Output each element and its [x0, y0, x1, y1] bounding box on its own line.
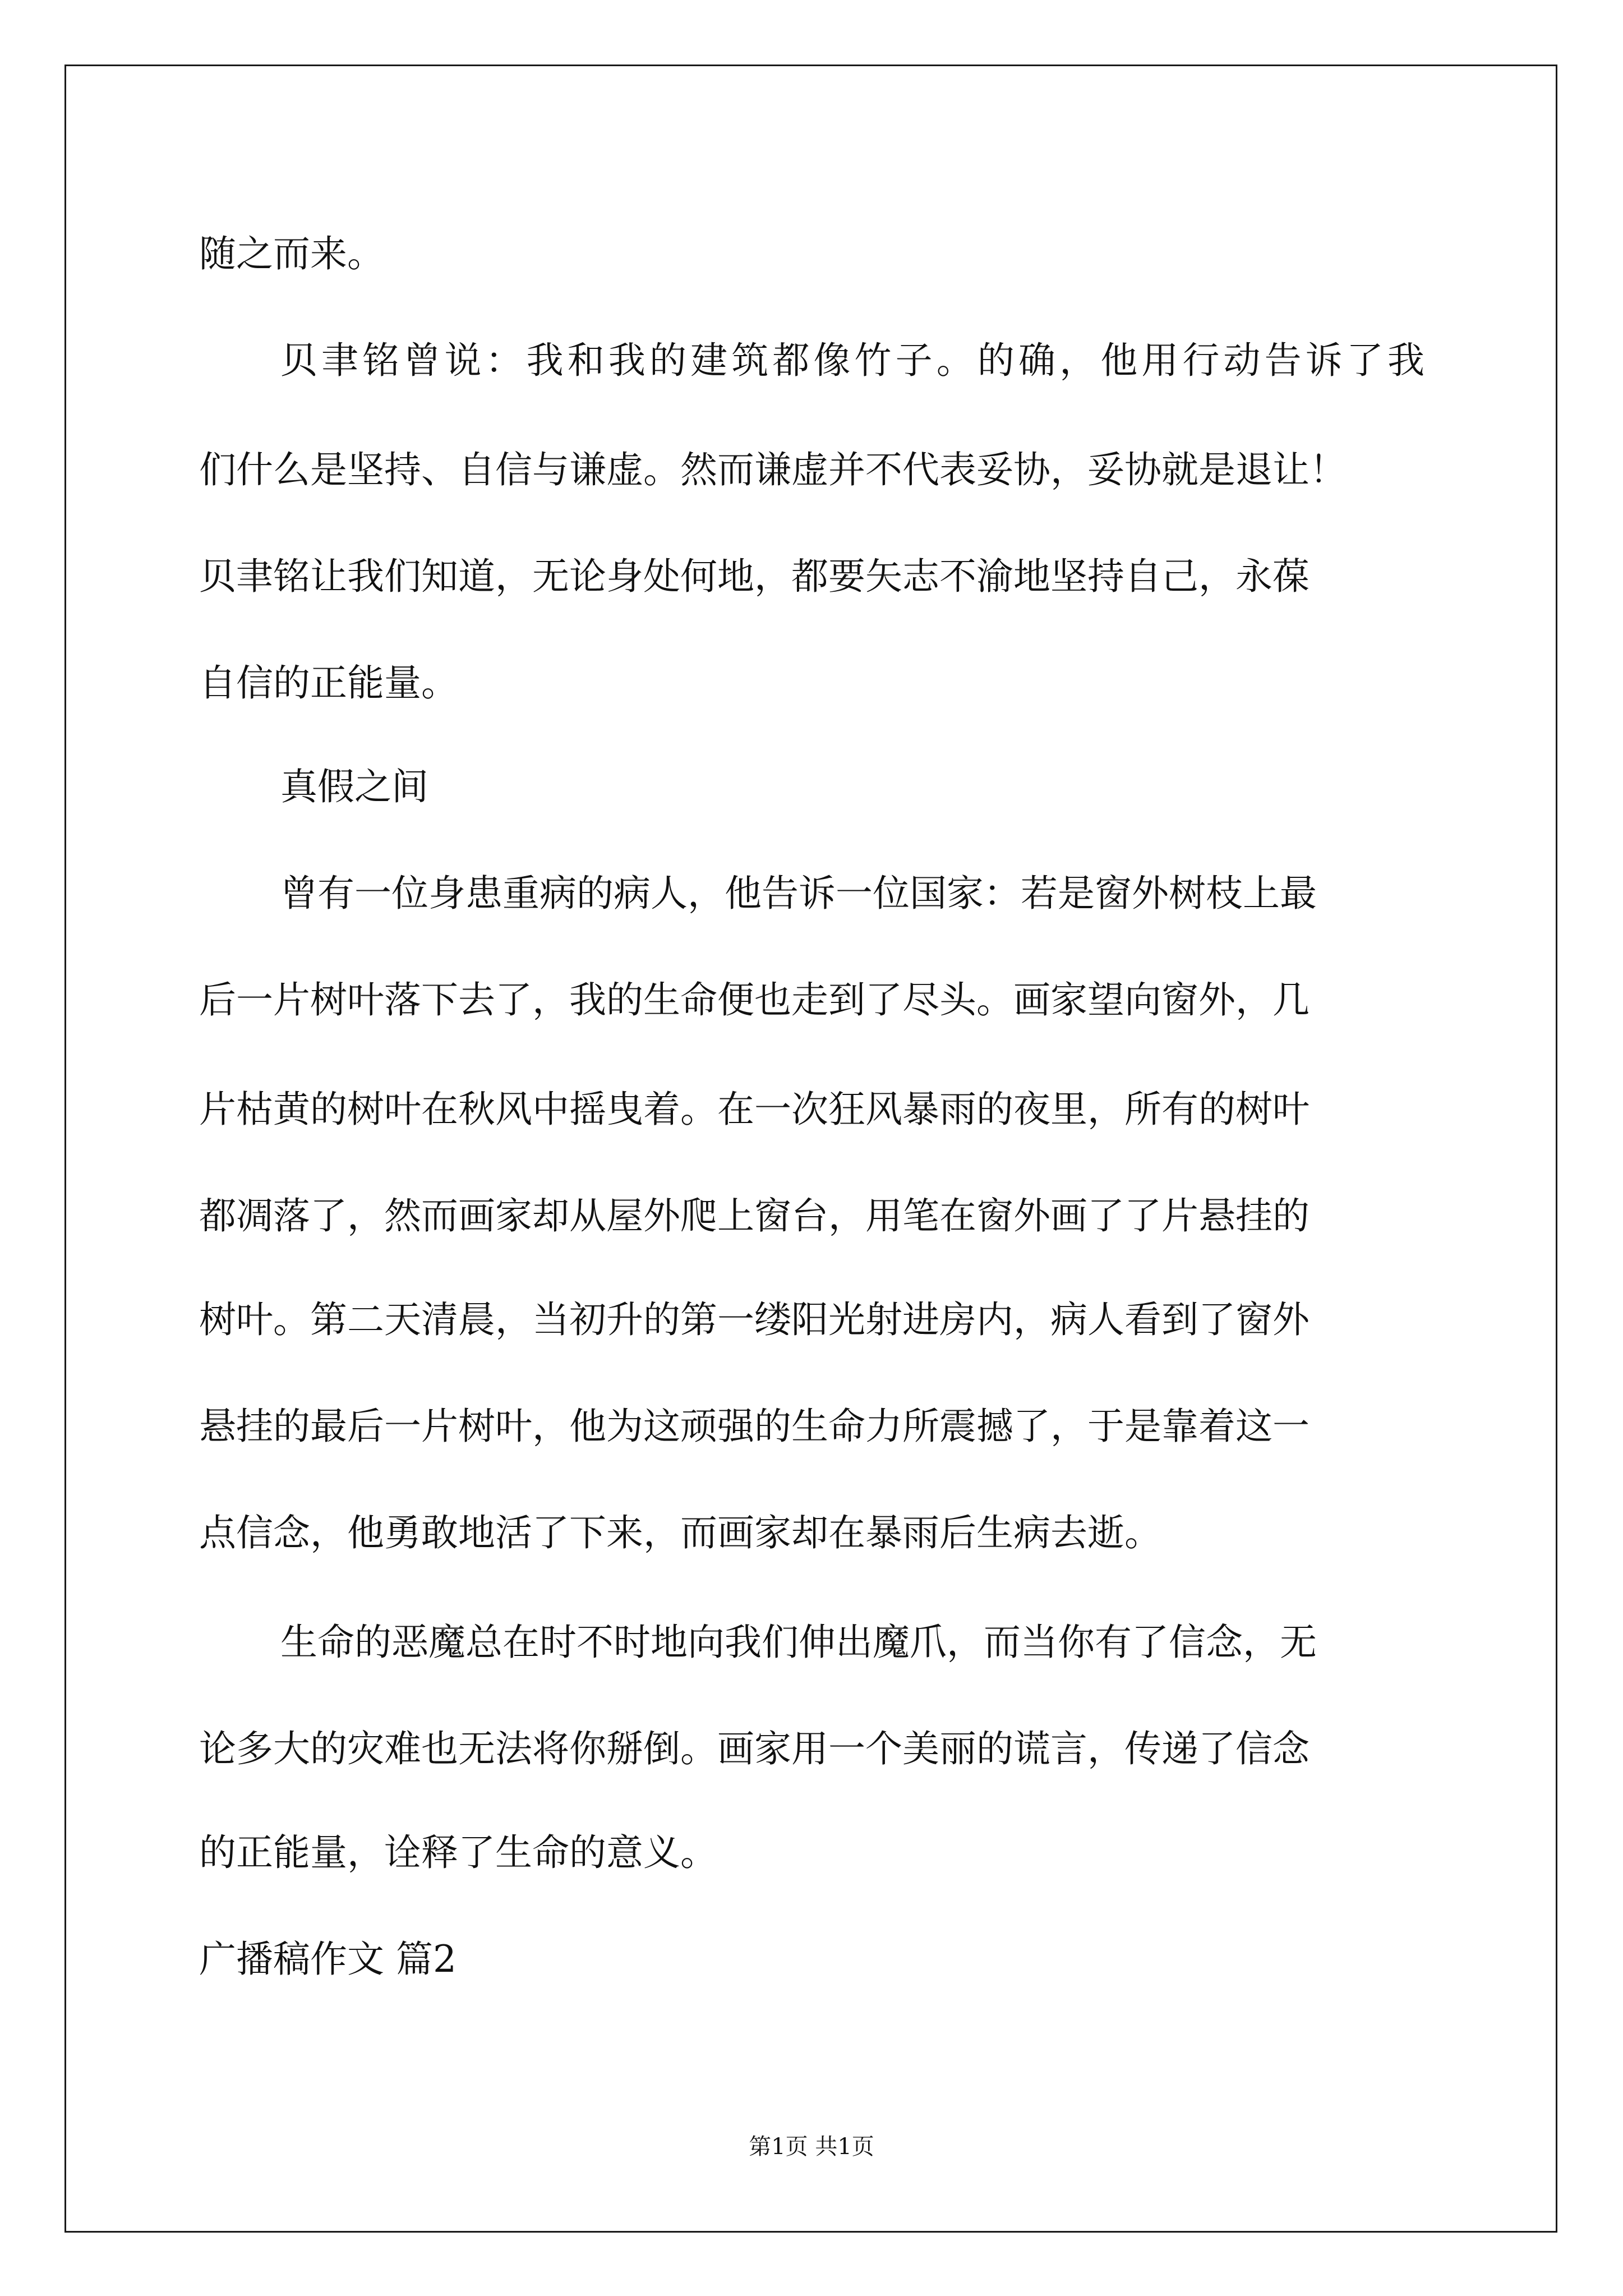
- text-line: 贝聿铭曾说：我和我的建筑都像竹子。的确，他用行动告诉了我: [280, 339, 1424, 382]
- text-line: 贝聿铭让我们知道，无论身处何地，都要矢志不渝地坚持自己，永葆: [199, 555, 1310, 598]
- article-title: 广播稿作文 篇2: [199, 1938, 457, 1981]
- text-line: 生命的恶魔总在时不时地向我们伸出魔爪，而当你有了信念，无: [280, 1621, 1317, 1664]
- text-line: 论多大的灾难也无法将你掰倒。画家用一个美丽的谎言，传递了信念: [199, 1727, 1310, 1770]
- text-line: 后一片树叶落下去了，我的生命便也走到了尽头。画家望向窗外，几: [199, 978, 1310, 1022]
- text-line: 点信念，他勇敢地活了下来，而画家却在暴雨后生病去逝。: [199, 1511, 1161, 1554]
- text-line: 都凋落了，然而画家却从屋外爬上窗台，用笔在窗外画了了片悬挂的: [199, 1194, 1310, 1237]
- text-line: 自信的正能量。: [199, 661, 458, 705]
- section-heading: 真假之间: [280, 765, 428, 808]
- text-line: 曾有一位身患重病的病人，他告诉一位国家：若是窗外树枝上最: [280, 872, 1317, 915]
- page-border: [64, 65, 1557, 2233]
- text-line: 悬挂的最后一片树叶，他为这顽强的生命力所震撼了，于是靠着这一: [199, 1405, 1310, 1448]
- text-line: 片枯黄的树叶在秋风中摇曳着。在一次狂风暴雨的夜里，所有的树叶: [199, 1088, 1310, 1131]
- text-line: 树叶。第二天清晨，当初升的第一缕阳光射进房内，病人看到了窗外: [199, 1298, 1310, 1341]
- text-line: 随之而来。: [199, 232, 384, 275]
- text-line: 们什么是坚持、自信与谦虚。然而谦虚并不代表妥协，妥协就是退让！: [199, 448, 1347, 491]
- page-footer: 第1页 共1页: [749, 2134, 874, 2160]
- text-line: 的正能量，诠释了生命的意义。: [199, 1831, 717, 1874]
